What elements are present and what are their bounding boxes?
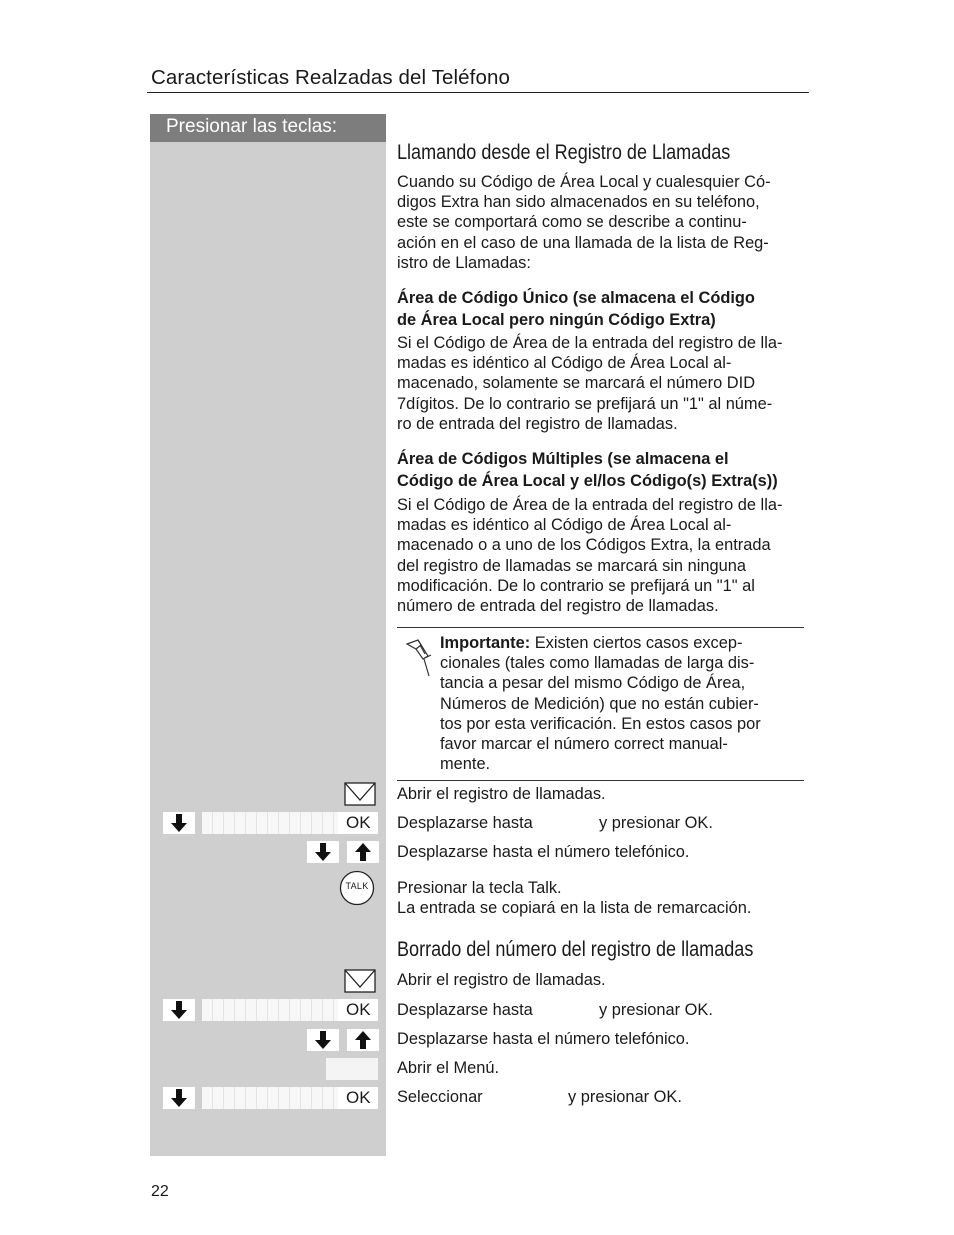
down-arrow-key[interactable] bbox=[163, 999, 195, 1021]
step-open-menu: Abrir el Menú. bbox=[397, 1059, 500, 1077]
text-line: madas es idéntico al Código de Área Local al- bbox=[397, 354, 732, 373]
talk-label: TALK bbox=[345, 881, 369, 891]
down-arrow-key[interactable] bbox=[307, 841, 339, 863]
subsection-title-line: Área de Códigos Múltiples (se almacena el bbox=[397, 450, 729, 468]
talk-key[interactable] bbox=[339, 870, 375, 911]
arrow-down-icon bbox=[171, 1001, 187, 1019]
important-note bbox=[440, 633, 761, 774]
step-press-talk: Presionar la tecla Talk. bbox=[397, 879, 562, 897]
intro-line: ación en el caso de una llamada de la lista de Reg- bbox=[397, 233, 769, 252]
subsection-title-line: Código de Área Local y el/los Código(s) Extra(s)) bbox=[397, 472, 778, 490]
step-scroll-to: Desplazarse hasta bbox=[397, 1001, 533, 1019]
keys-column-header bbox=[150, 114, 386, 142]
intro-line: Cuando su Código de Área Local y cualesquier Có- bbox=[397, 173, 771, 191]
display-field bbox=[202, 812, 338, 834]
subsection-title-multi-area bbox=[397, 448, 778, 492]
down-arrow-key[interactable] bbox=[163, 812, 195, 834]
text-line: número de entrada del registro de llamadas. bbox=[397, 597, 719, 616]
down-arrow-key[interactable] bbox=[163, 1087, 195, 1109]
menu-soft-key[interactable] bbox=[326, 1058, 378, 1080]
envelope-key-icon[interactable] bbox=[344, 782, 376, 811]
text-line: ro de entrada del registro de llamadas. bbox=[397, 414, 678, 433]
header-divider bbox=[147, 92, 809, 93]
ok-key[interactable] bbox=[338, 1087, 378, 1109]
ok-key[interactable] bbox=[338, 812, 378, 834]
step-select: Seleccionar bbox=[397, 1088, 483, 1106]
ok-label: OK bbox=[346, 813, 371, 832]
page-header-title: Características Realzadas del Teléfono bbox=[151, 66, 510, 89]
arrow-up-icon bbox=[355, 1031, 371, 1049]
text-line: madas es idéntico al Código de Área Local al- bbox=[397, 516, 732, 535]
subsection-title-line: Área de Código Único (se almacena el Código bbox=[397, 289, 755, 307]
note-line: Existen ciertos casos excep- bbox=[530, 634, 743, 652]
step-scroll-to: Desplazarse hasta bbox=[397, 814, 533, 832]
ok-label: OK bbox=[346, 1088, 371, 1107]
step-open-call-log: Abrir el registro de llamadas. bbox=[397, 785, 606, 803]
text-line: 7dígitos. De lo contrario se prefijará un "1" al núme- bbox=[397, 394, 773, 413]
note-top-rule bbox=[397, 627, 804, 628]
step-scroll-number: Desplazarse hasta el número telefónico. bbox=[397, 1030, 690, 1048]
step-open-call-log: Abrir el registro de llamadas. bbox=[397, 971, 606, 989]
intro-line: digos Extra han sido almacenados en su teléfono, bbox=[397, 193, 760, 212]
arrow-down-icon bbox=[315, 843, 331, 861]
display-field bbox=[202, 1087, 338, 1109]
note-bottom-rule bbox=[397, 780, 804, 781]
step-press-ok: y presionar OK. bbox=[568, 1088, 682, 1106]
intro-paragraph bbox=[397, 172, 771, 273]
text-line: modificación. De lo contrario se prefijará un "1" al bbox=[397, 576, 755, 595]
text-line: Si el Código de Área de la entrada del registro de lla- bbox=[397, 334, 783, 352]
page-number: 22 bbox=[151, 1183, 169, 1200]
step-copied-redial: La entrada se copiará en la lista de remarcación. bbox=[397, 899, 752, 917]
up-arrow-key[interactable] bbox=[347, 1029, 379, 1051]
up-arrow-key[interactable] bbox=[347, 841, 379, 863]
note-line: mente. bbox=[440, 755, 491, 774]
subsection-title-line: de Área Local pero ningún Código Extra) bbox=[397, 311, 716, 329]
intro-line: istro de Llamadas: bbox=[397, 253, 531, 272]
subsection-text-multi-area bbox=[397, 495, 782, 616]
step-press-ok: y presionar OK. bbox=[599, 1001, 713, 1019]
subsection-title-single-area bbox=[397, 287, 755, 331]
note-line: favor marcar el número correct manual- bbox=[440, 735, 728, 754]
arrow-down-icon bbox=[315, 1031, 331, 1049]
intro-line: este se comportará como se describe a continu- bbox=[397, 213, 747, 232]
step-scroll-number: Desplazarse hasta el número telefónico. bbox=[397, 843, 690, 861]
note-line: tancia a pesar del mismo Código de Área, bbox=[440, 674, 746, 693]
note-line: Números de Medición) que no están cubier- bbox=[440, 694, 759, 713]
ok-key[interactable] bbox=[338, 999, 378, 1021]
text-line: del registro de llamadas se marcará sin ninguna bbox=[397, 556, 746, 575]
arrow-up-icon bbox=[355, 843, 371, 861]
step-press-ok: y presionar OK. bbox=[599, 814, 713, 832]
display-field bbox=[202, 999, 338, 1021]
note-label: Importante: bbox=[440, 634, 531, 652]
text-line: Si el Código de Área de la entrada del registro de lla- bbox=[397, 496, 783, 514]
keys-column-label: Presionar las teclas: bbox=[166, 116, 338, 137]
pushpin-icon bbox=[404, 636, 434, 685]
down-arrow-key[interactable] bbox=[307, 1029, 339, 1051]
ok-label: OK bbox=[346, 1000, 371, 1019]
subsection-text-single-area bbox=[397, 333, 782, 434]
section-heading-delete: Borrado del número del registro de llamadas bbox=[397, 938, 754, 961]
note-line: tos por esta verificación. En estos casos por bbox=[440, 714, 761, 733]
envelope-key-icon[interactable] bbox=[344, 969, 376, 998]
arrow-down-icon bbox=[171, 814, 187, 832]
text-line: macenado, solamente se marcará el número DID bbox=[397, 374, 756, 393]
text-line: macenado o a uno de los Códigos Extra, la entrada bbox=[397, 536, 771, 555]
note-line: cionales (tales como llamadas de larga dis- bbox=[440, 654, 755, 673]
arrow-down-icon bbox=[171, 1089, 187, 1107]
section-heading-call-log: Llamando desde el Registro de Llamadas bbox=[397, 141, 731, 164]
